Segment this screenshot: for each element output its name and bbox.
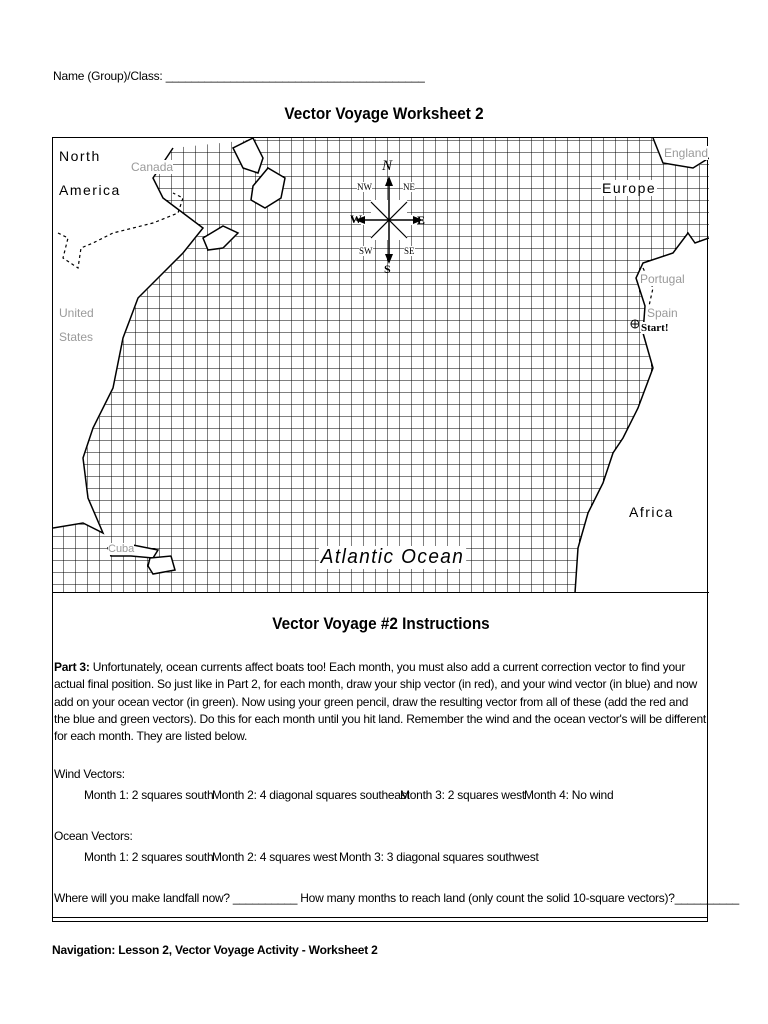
compass-sw: SW [359,246,373,256]
label-england: England [664,146,709,160]
wind-heading: Wind Vectors: [54,767,125,781]
part3-paragraph [54,659,706,745]
ocean-month-2: Month 2: 4 squares west [212,850,337,864]
instructions-title: Vector Voyage #2 Instructions [272,614,490,633]
compass-nw: NW [357,182,372,192]
compass-n: N [382,158,393,174]
ocean-month-1: Month 1: 2 squares south [84,850,214,864]
landfall-question: Where will you make landfall now? __________ How many months to reach land (only count the solid 10-square vectors)?__________ [54,891,739,905]
label-cuba: Cuba [108,543,135,555]
ocean-heading: Ocean Vectors: [54,829,133,843]
label-portugal: Portugal [640,272,685,286]
label-africa: Africa [629,504,674,520]
compass-ne: NE [403,182,415,192]
worksheet-frame [52,137,739,922]
part3-label: Part 3: [54,660,90,674]
label-atlantic-ocean: Atlantic Ocean [320,546,465,568]
worksheet-title: Vector Voyage Worksheet 2 [284,104,484,123]
compass-s: S [384,262,391,276]
name-line: Name (Group)/Class: ________________________________________ [53,69,425,83]
label-spain: Spain [647,306,678,320]
compass-e: E [417,213,426,227]
ocean-month-3: Month 3: 3 diagonal squares southwest [339,850,539,864]
wind-month-4: Month 4: No wind [524,788,614,802]
label-start: Start! [641,322,669,334]
compass-se: SE [404,246,415,256]
label-america: America [59,182,121,198]
label-europe: Europe [602,180,657,196]
atlantic-map [53,138,709,593]
footer-text: Navigation: Lesson 2, Vector Voyage Activity - Worksheet 2 [52,943,378,957]
label-united: United [59,306,94,320]
wind-month-1: Month 1: 2 squares south [84,788,214,802]
border-dashed [58,193,183,268]
label-north: North [59,148,101,164]
start-marker [631,320,639,328]
wind-month-2: Month 2: 4 diagonal squares southeast [212,788,410,802]
bottom-double-rule [53,917,707,922]
hispaniola-island [148,556,175,574]
map-panel [53,138,709,593]
compass-w: W [350,212,362,226]
label-states: States [59,330,94,344]
label-canada: Canada [131,160,174,174]
part3-text: Unfortunately, ocean currents affect boats too! Each month, you must also add a current correction vector to find your actual final position. So just like in Part 2, for each month, draw your ship vector (in red), and your wind vector (in blue) and now add on your ocean vector (in green). Now using your green pencil, draw the resulting vector from all of these (add the red and the blue and green vectors). Do this for each month until you hit land. Remember the wind and the ocean vector's will be different for each month. They are listed below. [54,660,706,744]
wind-month-3: Month 3: 2 squares west [400,788,525,802]
